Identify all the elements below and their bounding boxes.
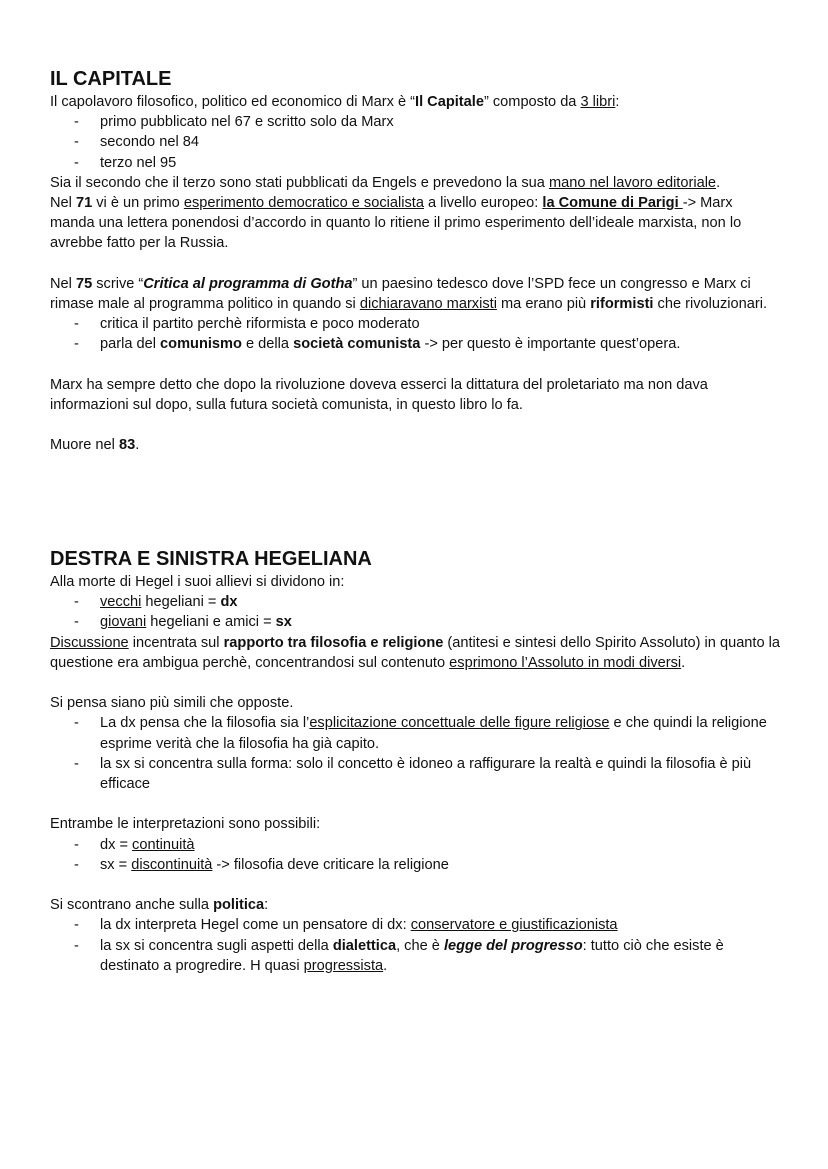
paragraph: Muore nel 83. (50, 437, 140, 454)
list-libri (50, 112, 780, 173)
list-interpretazioni (50, 835, 780, 875)
list-politica (50, 915, 780, 976)
paragraph: Nel 71 vi è un primo esperimento democratico e socialista a livello europeo: la Comune di Parigi -> Marx manda una lettera ponendosi d’accordo in quanto lo ritiene il primo esperimento dell’ideale marxista, non lo avrebbe fatto per la Russia. (50, 195, 742, 252)
list-item: - giovani hegeliani e amici = sx (100, 612, 780, 632)
paragraph: Discussione incentrata sul rapporto tra filosofia e religione (antitesi e sintesi dello Spirito Assoluto) in quanto la questione era ambigua perchè, concentrandosi sul contenuto esprimono l’Assoluto in modi diversi. (50, 634, 781, 671)
paragraph: Si scontrano anche sulla politica: (50, 897, 269, 914)
list-item: - parla del comunismo e della società comunista -> per questo è importante quest’opera. (100, 334, 780, 354)
paragraph: Alla morte di Hegel i suoi allievi si dividono in: (50, 574, 345, 590)
list-item: - critica il partito perchè riformista e poco moderato (100, 314, 780, 334)
list-allievi (50, 592, 780, 632)
list-item: - secondo nel 84 (100, 132, 780, 152)
paragraph: Il capolavoro filosofico, politico ed economico di Marx è “Il Capitale” composto da 3 libri: (50, 94, 620, 110)
heading-destra-sinistra: DESTRA E SINISTRA HEGELIANA (50, 548, 372, 570)
list-item: - vecchi hegeliani = dx (100, 592, 780, 612)
list-item: - primo pubblicato nel 67 e scritto solo da Marx (100, 112, 780, 132)
paragraph: Nel 75 scrive “Critica al programma di Gotha” un paesino tedesco dove l’SPD fece un congresso e Marx ci rimase male al programma politico in quando si dichiaravano marxisti ma erano più riformisti che rivoluzionari. (50, 275, 768, 313)
list-gotha (50, 314, 780, 354)
list-item: - La dx pensa che la filosofia sia l’esplicitazione concettuale delle figure religiose e che quindi la religione esprime verità che la filosofia ha già capito. (100, 713, 780, 753)
list-item: - la dx interpreta Hegel come un pensatore di dx: conservatore e giustificazionista (100, 915, 780, 935)
list-item: - la sx si concentra sugli aspetti della dialettica, che è legge del progresso: tutto ciò che esiste è destinato a progredire. H quasi progressista. (100, 936, 780, 976)
list-item: - la sx si concentra sulla forma: solo il concetto è idoneo a raffigurare la realtà e quindi la filosofia è più efficace (100, 754, 780, 794)
heading-il-capitale: IL CAPITALE (50, 68, 172, 90)
paragraph: Marx ha sempre detto che dopo la rivoluzione doveva esserci la dittatura del proletariato ma non dava informazioni sul dopo, sulla futura società comunista, in questo libro lo fa. (50, 376, 708, 414)
list-item: - terzo nel 95 (100, 153, 780, 173)
list-dx-sx (50, 713, 780, 794)
list-item: - sx = discontinuità -> filosofia deve criticare la religione (100, 855, 780, 875)
section-il-capitale (50, 66, 780, 456)
list-item: - dx = continuità (100, 835, 780, 855)
paragraph: Si pensa siano più simili che opposte. (50, 695, 294, 712)
paragraph: Sia il secondo che il terzo sono stati pubblicati da Engels e prevedono la sua mano nel lavoro editoriale. (50, 174, 721, 191)
paragraph: Entrambe le interpretazioni sono possibili: (50, 816, 321, 833)
section-destra-sinistra (50, 546, 780, 976)
